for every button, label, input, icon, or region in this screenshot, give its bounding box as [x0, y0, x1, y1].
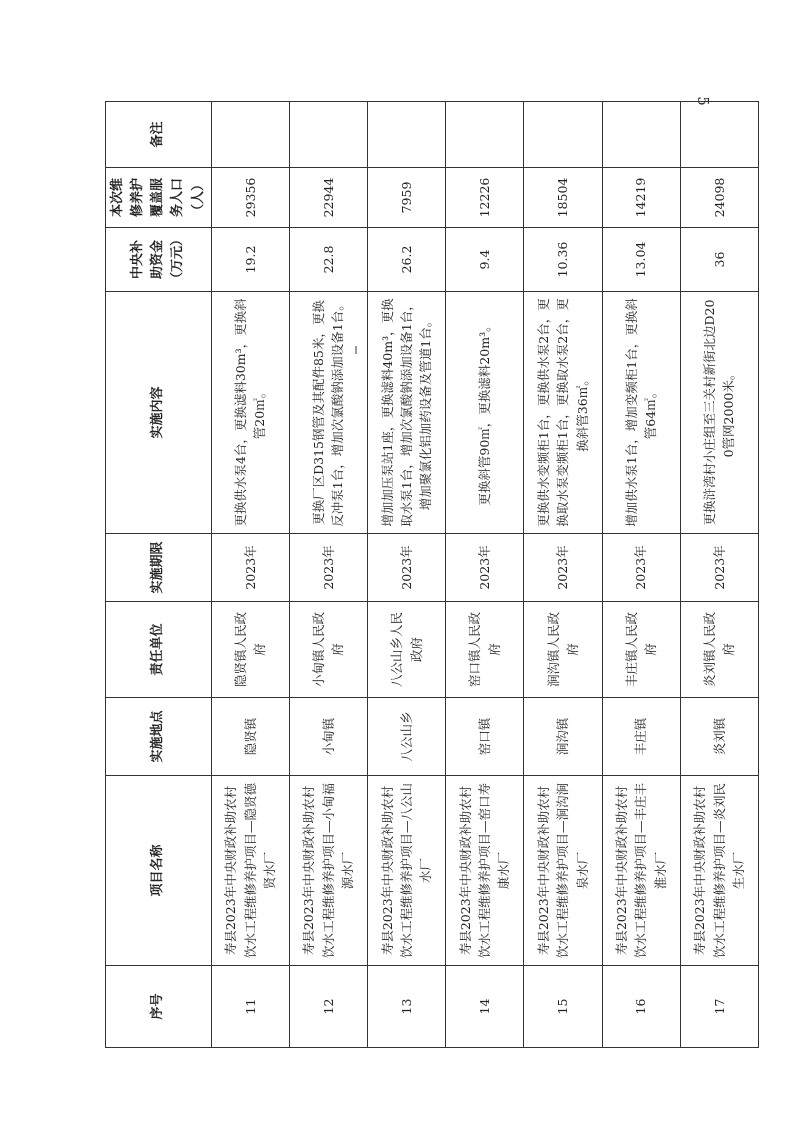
cell-period: 2023年 — [211, 534, 289, 602]
cell-population: 14219 — [602, 168, 680, 228]
header-content: 实施内容 — [106, 292, 212, 534]
cell-funds: 13.04 — [602, 228, 680, 292]
cell-unit: 炎刘镇人民政府 — [680, 602, 758, 698]
cell-name: 寿县2023年中央财政补助农村饮水工程维修养护项目—窑口寿康水厂 — [446, 776, 524, 966]
cell-population: 18504 — [524, 168, 602, 228]
cell-name: 寿县2023年中央财政补助农村饮水工程维修养护项目—八公山水厂 — [368, 776, 446, 966]
cell-location: 八公山乡 — [368, 698, 446, 776]
cell-funds: 22.8 — [289, 228, 367, 292]
cell-unit: 窑口镇人民政府 — [446, 602, 524, 698]
cell-no: 17 — [680, 966, 758, 1048]
cell-remark — [680, 102, 758, 168]
cell-content: 更换供水变频柜1台，更换供水泵2台，更换取水泵变频柜1台，更换取水泵2台，更换斜管36㎡。 — [524, 292, 602, 534]
cell-period: 2023年 — [446, 534, 524, 602]
cell-period: 2023年 — [524, 534, 602, 602]
table-row — [368, 102, 446, 1048]
rotated-table-frame — [105, 102, 759, 1048]
cell-no: 13 — [368, 966, 446, 1048]
cell-no: 14 — [446, 966, 524, 1048]
cell-name: 寿县2023年中央财政补助农村饮水工程维修养护项目—小甸福源水厂 — [289, 776, 367, 966]
cell-funds: 10.36 — [524, 228, 602, 292]
cell-location: 炎刘镇 — [680, 698, 758, 776]
cell-no: 11 — [211, 966, 289, 1048]
header-remark: 备注 — [106, 102, 212, 168]
cell-unit: 八公山乡人民政府 — [368, 602, 446, 698]
table-row — [446, 102, 524, 1048]
cell-content: 增加供水泵1台，增加变频柜1台，更换斜管64㎡。 — [602, 292, 680, 534]
page-number: 5 — [693, 96, 712, 106]
cell-content: 增加加压泵站1座，更换滤料40m³，更换取水泵1台，增加次氯酸钠添加设备1台，增加聚氯化铝加药设备及管道1台。 — [368, 292, 446, 534]
header-name: 项目名称 — [106, 776, 212, 966]
table-row — [289, 102, 367, 1048]
cell-unit: 小甸镇人民政府 — [289, 602, 367, 698]
cell-remark — [446, 102, 524, 168]
cell-unit: 涧沟镇人民政府 — [524, 602, 602, 698]
cell-period: 2023年 — [602, 534, 680, 602]
cell-unit: 丰庄镇人民政府 — [602, 602, 680, 698]
cell-funds: 9.4 — [446, 228, 524, 292]
project-table — [105, 101, 759, 1048]
cell-location: 丰庄镇 — [602, 698, 680, 776]
cell-no: 12 — [289, 966, 367, 1048]
cell-funds: 19.2 — [211, 228, 289, 292]
header-no: 序号 — [106, 966, 212, 1048]
cell-location: 隐贤镇 — [211, 698, 289, 776]
cell-population: 7959 — [368, 168, 446, 228]
cell-no: 15 — [524, 966, 602, 1048]
cell-content: 更换供水泵4台，更换滤料30m³，更换斜管20㎡。 — [211, 292, 289, 534]
header-row — [106, 102, 212, 1048]
cell-population: 12226 — [446, 168, 524, 228]
header-unit: 责任单位 — [106, 602, 212, 698]
cell-population: 22944 — [289, 168, 367, 228]
cell-content: 更换厂区D315钢管及其配件85米，更换反冲泵1台，增加次氯酸钠添加设备1台。 — [289, 292, 367, 534]
cell-remark — [289, 102, 367, 168]
cell-content: 更换斜管90㎡，更换滤料20m³。 — [446, 292, 524, 534]
cell-funds: 26.2 — [368, 228, 446, 292]
cell-funds: 36 — [680, 228, 758, 292]
cell-population: 24098 — [680, 168, 758, 228]
table-row — [211, 102, 289, 1048]
cell-remark — [368, 102, 446, 168]
cell-location: 窑口镇 — [446, 698, 524, 776]
table-row — [524, 102, 602, 1048]
cell-content: 更换浒湾村小庄组至三关村新街北边D200管网2000米。 — [680, 292, 758, 534]
cell-remark — [524, 102, 602, 168]
cell-remark — [211, 102, 289, 168]
cell-unit: 隐贤镇人民政府 — [211, 602, 289, 698]
table-row — [602, 102, 680, 1048]
header-population: 本次维修养护覆盖服务人口（人） — [106, 168, 212, 228]
cell-population: 29356 — [211, 168, 289, 228]
cell-no: 16 — [602, 966, 680, 1048]
cell-name: 寿县2023年中央财政补助农村饮水工程维修养护项目—炎刘民生水厂 — [680, 776, 758, 966]
table-row — [680, 102, 758, 1048]
cell-period: 2023年 — [289, 534, 367, 602]
cell-name: 寿县2023年中央财政补助农村饮水工程维修养护项目—隐贤德贤水厂 — [211, 776, 289, 966]
header-location: 实施地点 — [106, 698, 212, 776]
cell-period: 2023年 — [368, 534, 446, 602]
cell-location: 涧沟镇 — [524, 698, 602, 776]
cell-name: 寿县2023年中央财政补助农村饮水工程维修养护项目—丰庄丰淮水厂 — [602, 776, 680, 966]
header-period: 实施期限 — [106, 534, 212, 602]
cell-location: 小甸镇 — [289, 698, 367, 776]
cell-name: 寿县2023年中央财政补助农村饮水工程维修养护项目—涧沟涧泉水厂 — [524, 776, 602, 966]
cell-remark — [602, 102, 680, 168]
header-funds: 中央补助资金（万元） — [106, 228, 212, 292]
cell-period: 2023年 — [680, 534, 758, 602]
